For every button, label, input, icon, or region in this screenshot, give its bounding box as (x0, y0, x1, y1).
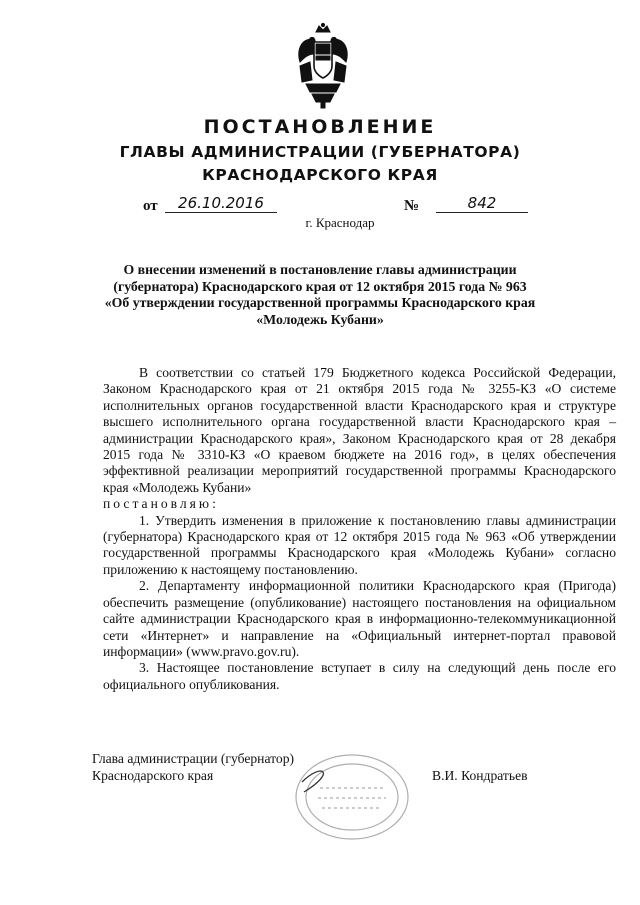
number-value: 842 (436, 194, 528, 213)
item-3: 3. Настоящее постановление вступает в силу на следующий день после его официального опубликования. (103, 660, 616, 692)
date-value: 26.10.2016 (165, 194, 277, 213)
city: г. Краснодар (305, 215, 375, 230)
document-subject (100, 262, 540, 328)
item-1: 1. Утвердить изменения в приложение к постановлению главы администрации (губернатора) Краснодарского края от 12 октября 2015 года № 963 «Об утверждении государственной программы Краснодарского края «Молодежь Кубани» согласно приложению к настоящему постановлению. (103, 512, 616, 577)
subject-line-2: (губернатора) Краснодарского края от 12 октября 2015 года № 963 (113, 278, 527, 294)
item-2: 2. Департаменту информационной политики Краснодарского края (Пригода) обеспечить размещение (опубликование) настоящего постановления на официальном сайте администрации Краснодарского края в информационно-телекоммуникационной сети «Интернет» и направление на «Официальный интернет-портал правовой информации» (www.pravo.gov.ru). (103, 578, 616, 659)
round-stamp-icon (292, 752, 412, 842)
intro-paragraph: В соответствии со статьей 179 Бюджетного кодекса Российской Федерации, Законом Краснодарского края от 21 октября 2015 года № 3255-КЗ «О системе исполнительных органов государственной власти Краснодарского края и структуре высшего исполнительного органа государственной власти Краснодарского края – администрации Краснодарского края», Законом Краснодарского края от 28 декабря 2015 года № 3310-КЗ «О краевом бюджете на 2016 год», в целях обеспечения эффективной реализации мероприятий государственной программы Краснодарского края «Молодежь Кубани» (103, 365, 616, 495)
number-label: № (404, 198, 420, 214)
subject-line-3: «Об утверждении государственной программы Краснодарского края (104, 295, 536, 310)
signer-position-line-1: Глава администрации (губернатор) (92, 751, 295, 766)
resolve-line (103, 496, 616, 512)
subject-line-1: О внесении изменений в постановление главы администрации (123, 262, 517, 277)
coat-of-arms-icon (292, 22, 354, 110)
resolve-word: постановляю: (103, 496, 219, 512)
issuer-line-2: КРАСНОДАРСКОГО КРАЯ (202, 166, 438, 184)
document-body (103, 365, 616, 693)
subject-line-4: «Молодежь Кубани» (256, 311, 384, 327)
signer-position-line-2: Краснодарского края (92, 768, 214, 783)
signer-name: В.И. Кондратьев (432, 768, 528, 783)
document-title: ПОСТАНОВЛЕНИЕ (203, 116, 437, 138)
date-label: от (143, 198, 158, 214)
issuer-line-1: ГЛАВЫ АДМИНИСТРАЦИИ (ГУБЕРНАТОРА) (119, 143, 521, 161)
